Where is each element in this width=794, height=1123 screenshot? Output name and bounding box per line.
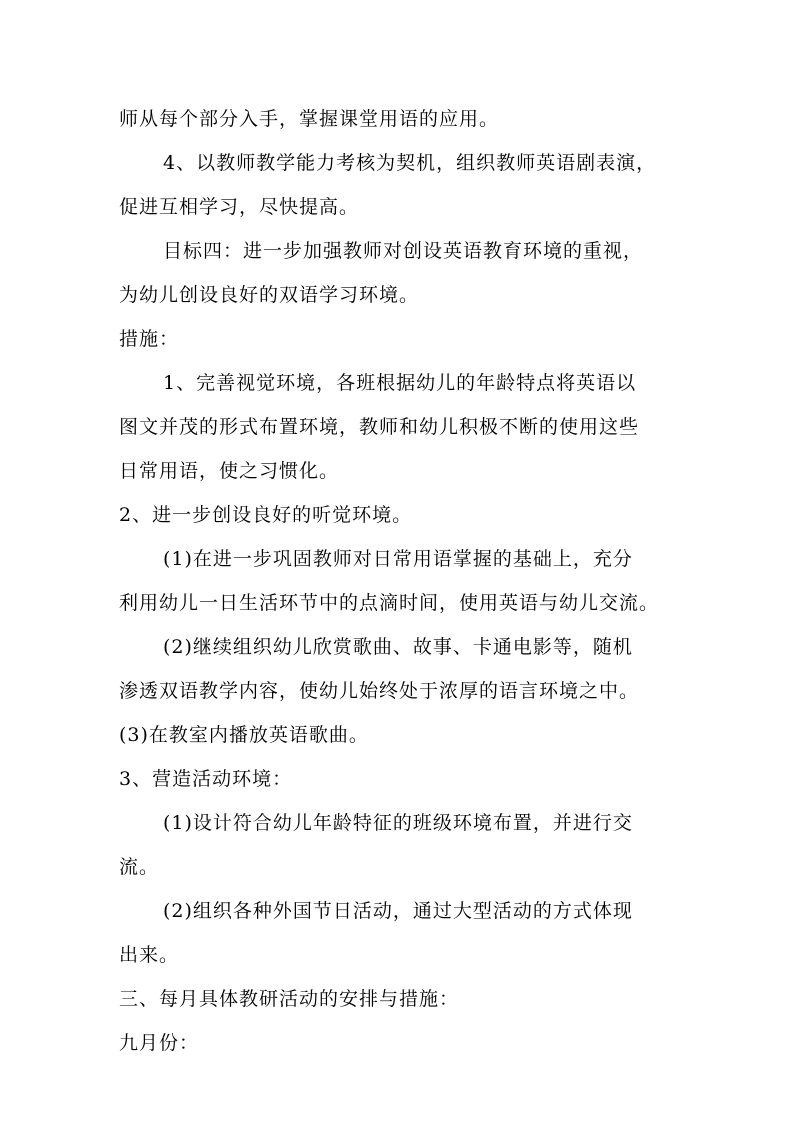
text-line: (2)组织各种外国节日活动，通过大型活动的方式体现 [163, 900, 633, 922]
text-line: 利用幼儿一日生活环节中的点滴时间，使用英语与幼儿交流。 [119, 592, 660, 614]
text-line: 3、营造活动环境： [119, 768, 293, 790]
section-heading: 三、每月具体教研活动的安排与措施： [119, 988, 460, 1010]
text-line: 促进互相学习，尽快提高。 [119, 196, 360, 218]
text-line: 1、完善视觉环境，各班根据幼儿的年龄特点将英语以 [163, 372, 637, 394]
text-line: 4、以教师教学能力考核为契机，组织教师英语剧表演， [163, 152, 657, 174]
text-line: 流。 [119, 856, 160, 878]
text-line: (2)继续组织幼儿欣赏歌曲、故事、卡通电影等，随机 [163, 636, 633, 658]
text-line: 图文并茂的形式布置环境，教师和幼儿积极不断的使用这些 [119, 416, 640, 438]
text-line: (3)在教室内播放英语歌曲。 [119, 724, 369, 746]
text-line: (1)在进一步巩固教师对日常用语掌握的基础上，充分 [163, 548, 633, 570]
text-line: 为幼儿创设良好的双语学习环境。 [119, 284, 420, 306]
text-line: 师从每个部分入手，掌握课堂用语的应用。 [119, 108, 500, 130]
text-line: 出来。 [119, 944, 180, 966]
text-line: (1)设计符合幼儿年龄特征的班级环境布置，并进行交 [163, 812, 633, 834]
text-line: 目标四：进一步加强教师对创设英语教育环境的重视， [163, 240, 644, 262]
text-line: 渗透双语教学内容，使幼儿始终处于浓厚的语言环境之中。 [119, 680, 640, 702]
section-label: 措施： [119, 328, 180, 350]
text-line: 日常用语，使之习惯化。 [119, 460, 340, 482]
month-heading: 九月份： [119, 1032, 200, 1054]
text-line: 2、进一步创设良好的听觉环境。 [119, 504, 413, 526]
